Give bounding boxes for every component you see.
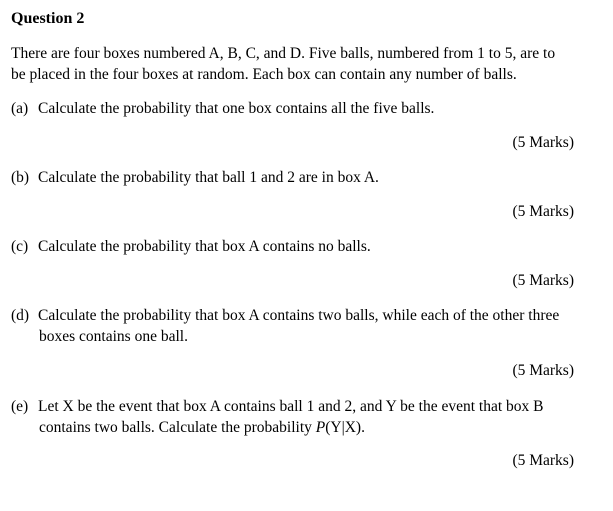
intro-line-2: be placed in the four boxes at random. Each box can contain any number of balls. xyxy=(11,66,517,83)
part-e xyxy=(11,396,579,438)
part-d-label: (d) xyxy=(11,307,30,324)
intro-line-1: There are four boxes numbered A, B, C, and D. Five balls, numbered from 1 to 5, are to xyxy=(11,45,556,62)
part-a-marks: (5 Marks) xyxy=(512,134,574,151)
part-b xyxy=(11,167,579,188)
probability-symbol: P xyxy=(315,419,326,436)
part-d-text-line-2: boxes contains one ball. xyxy=(39,328,188,345)
part-b-marks: (5 Marks) xyxy=(512,203,574,220)
part-a-label: (a) xyxy=(11,100,29,117)
part-e-text-line-1: Let X be the event that box A contains ball 1 and 2, and Y be the event that box B xyxy=(38,398,544,415)
part-c-marks: (5 Marks) xyxy=(512,272,574,289)
part-e-marks: (5 Marks) xyxy=(512,452,574,469)
part-d xyxy=(11,305,579,347)
question-intro xyxy=(11,43,579,85)
question-title: Question 2 xyxy=(11,10,85,27)
part-b-label: (b) xyxy=(11,169,30,186)
part-d-marks: (5 Marks) xyxy=(512,362,574,379)
part-d-text-line-1: Calculate the probability that box A contains two balls, while each of the other three xyxy=(38,307,560,324)
part-a-text: Calculate the probability that one box contains all the five balls. xyxy=(38,100,435,117)
part-e-label: (e) xyxy=(11,398,29,415)
part-c xyxy=(11,236,579,257)
part-a xyxy=(11,98,579,119)
part-e-text-line-2 xyxy=(11,417,579,438)
part-b-text: Calculate the probability that ball 1 and 2 are in box A. xyxy=(38,169,379,186)
part-c-label: (c) xyxy=(11,238,29,255)
part-e-line2-prefix: contains two balls. Calculate the probability xyxy=(39,419,316,436)
part-c-text: Calculate the probability that box A contains no balls. xyxy=(38,238,371,255)
part-e-line2-suffix: (Y|X). xyxy=(325,419,365,436)
